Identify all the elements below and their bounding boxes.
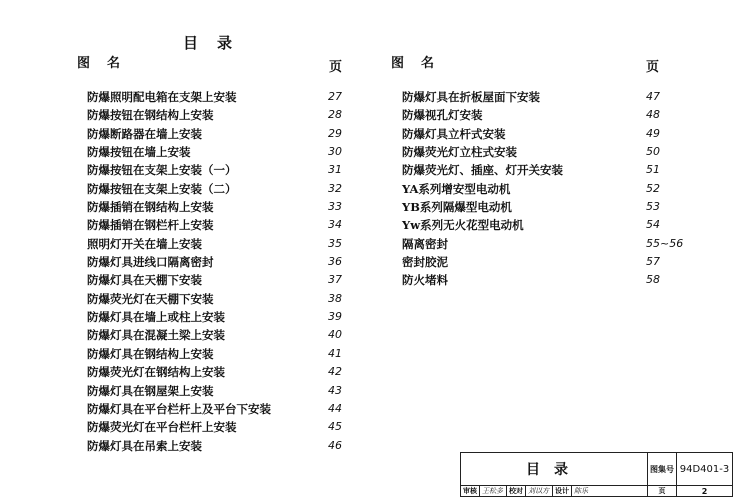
entry-page: 42 <box>328 365 342 379</box>
entry-name: 照明灯开关在墙上安装 <box>87 236 202 251</box>
entry-page: 34 <box>328 218 342 232</box>
page-title: 目 录 <box>183 34 235 52</box>
entry-name: 防爆灯具在天棚下安装 <box>87 273 202 288</box>
index-entry <box>87 198 347 216</box>
left-name-header: 图 名 <box>77 56 123 71</box>
entry-name: 防爆插销在钢栏杆上安装 <box>87 218 214 233</box>
signature-row <box>461 486 648 496</box>
page-number: 2 <box>701 486 708 496</box>
entry-page: 31 <box>328 163 342 177</box>
check-label: 校对 <box>507 486 526 496</box>
index-entry <box>87 326 347 344</box>
entry-page: 57 <box>646 255 660 269</box>
index-entry <box>87 418 347 436</box>
index-entry <box>87 253 347 271</box>
entry-name: 防爆荧光灯立柱式安装 <box>402 145 517 160</box>
entry-page: 52 <box>646 181 660 195</box>
entry-page: 28 <box>328 108 342 122</box>
entry-page: 53 <box>646 200 660 214</box>
entry-page: 40 <box>328 328 342 342</box>
design-signature: 陈乐 <box>574 487 588 495</box>
entry-name: 防爆荧光灯在平台栏杆上安装 <box>87 420 237 435</box>
entry-page: 30 <box>328 145 342 159</box>
entry-name: 防爆荧光灯在钢结构上安装 <box>87 365 225 380</box>
entry-name: 防爆灯具在平台栏杆上及平台下安装 <box>87 401 271 416</box>
entry-page: 29 <box>328 126 342 140</box>
index-entry <box>402 125 672 143</box>
entry-page: 50 <box>646 145 660 159</box>
entry-name: 防爆视孔灯安装 <box>402 108 483 123</box>
index-entry <box>87 143 347 161</box>
entry-page: 39 <box>328 310 342 324</box>
entry-page: 49 <box>646 126 660 140</box>
entry-name: 防火堵料 <box>402 273 448 288</box>
entry-name: 防爆灯具在折板屋面下安装 <box>402 90 540 104</box>
index-entry <box>87 106 347 124</box>
index-entry <box>402 271 672 289</box>
entry-page: 36 <box>328 255 342 269</box>
index-entry <box>87 216 347 234</box>
entry-page: 55~56 <box>646 236 684 250</box>
title-block-title: 目录 <box>461 453 648 486</box>
entry-name: 防爆照明配电箱在支架上安装 <box>87 90 237 104</box>
index-entry <box>402 180 672 198</box>
index-entry <box>402 106 672 124</box>
index-entry <box>402 143 672 161</box>
entry-page: 46 <box>328 438 342 452</box>
entry-name: 防爆按钮在墙上安装 <box>87 145 191 160</box>
index-entry <box>87 180 347 198</box>
index-entry <box>402 198 672 216</box>
entry-name: 防爆荧光灯在天棚下安装 <box>87 291 214 306</box>
entry-page: 32 <box>328 181 342 195</box>
right-name-header: 图 名 <box>391 56 437 71</box>
entry-page: 37 <box>328 273 342 287</box>
entry-name: 防爆灯具在吊索上安装 <box>87 438 202 453</box>
title-block <box>460 452 733 497</box>
left-index-list <box>87 88 347 455</box>
index-entry <box>87 271 347 289</box>
entry-name: 防爆灯具进线口隔离密封 <box>87 255 214 270</box>
index-entry <box>402 235 684 253</box>
index-entry <box>87 345 347 363</box>
index-entry <box>87 437 347 455</box>
entry-name: 防爆灯具在钢屋架上安装 <box>87 383 214 398</box>
index-entry <box>87 88 347 106</box>
entry-page: 44 <box>328 401 342 415</box>
entry-page: 38 <box>328 291 342 305</box>
entry-name: 防爆灯具在钢结构上安装 <box>87 346 214 361</box>
entry-page: 51 <box>646 163 660 177</box>
entry-page: 43 <box>328 383 342 397</box>
atlas-label: 图集号 <box>648 453 677 486</box>
entry-page: 45 <box>328 420 342 434</box>
index-entry <box>87 290 347 308</box>
index-entry <box>402 161 672 179</box>
entry-name: 防爆按钮在支架上安装（一） <box>87 163 237 178</box>
index-entry <box>402 253 672 271</box>
entry-page: 58 <box>646 273 660 287</box>
entry-name: 隔离密封 <box>402 236 448 251</box>
entry-page: 35 <box>328 236 342 250</box>
entry-name: 防爆断路器在墙上安装 <box>87 126 202 141</box>
index-entry <box>402 88 672 106</box>
entry-page: 27 <box>328 90 342 103</box>
entry-name: 防爆灯具在墙上或柱上安装 <box>87 310 225 325</box>
entry-name: 防爆荧光灯、插座、灯开关安装 <box>402 163 563 178</box>
right-page-header: 页 <box>646 60 662 75</box>
index-entry <box>87 363 347 381</box>
entry-name: YB系列隔爆型电动机 <box>402 200 512 215</box>
entry-name: YA系列增安型电动机 <box>402 181 511 196</box>
entry-name: Yw系列无火花型电动机 <box>402 218 524 233</box>
index-entry <box>87 382 347 400</box>
index-entry <box>87 161 347 179</box>
page-label: 页 <box>648 486 677 496</box>
entry-name: 防爆按钮在支架上安装（二） <box>87 181 237 196</box>
atlas-code: 94D401-3 <box>677 453 732 486</box>
entry-name: 防爆按钮在钢结构上安装 <box>87 108 214 123</box>
design-label: 设计 <box>553 486 572 496</box>
review-signature: 王松多 <box>480 486 507 496</box>
index-entry <box>87 308 347 326</box>
entry-name: 防爆灯具在混凝土梁上安装 <box>87 328 225 343</box>
check-signature: 刘以方 <box>526 486 553 496</box>
index-entry <box>87 235 347 253</box>
entry-page: 47 <box>646 90 660 103</box>
review-label: 审核 <box>461 486 480 496</box>
entry-page: 33 <box>328 200 342 214</box>
index-entry <box>402 216 672 234</box>
entry-name: 密封胶泥 <box>402 255 448 270</box>
entry-page: 54 <box>646 218 660 232</box>
index-entry <box>87 125 347 143</box>
entry-name: 防爆插销在钢结构上安装 <box>87 200 214 215</box>
entry-page: 41 <box>328 346 342 360</box>
entry-name: 防爆灯具立杆式安装 <box>402 126 506 141</box>
index-entry <box>87 400 347 418</box>
right-index-list <box>402 88 684 290</box>
entry-page: 48 <box>646 108 660 122</box>
left-page-header: 页 <box>329 60 345 75</box>
